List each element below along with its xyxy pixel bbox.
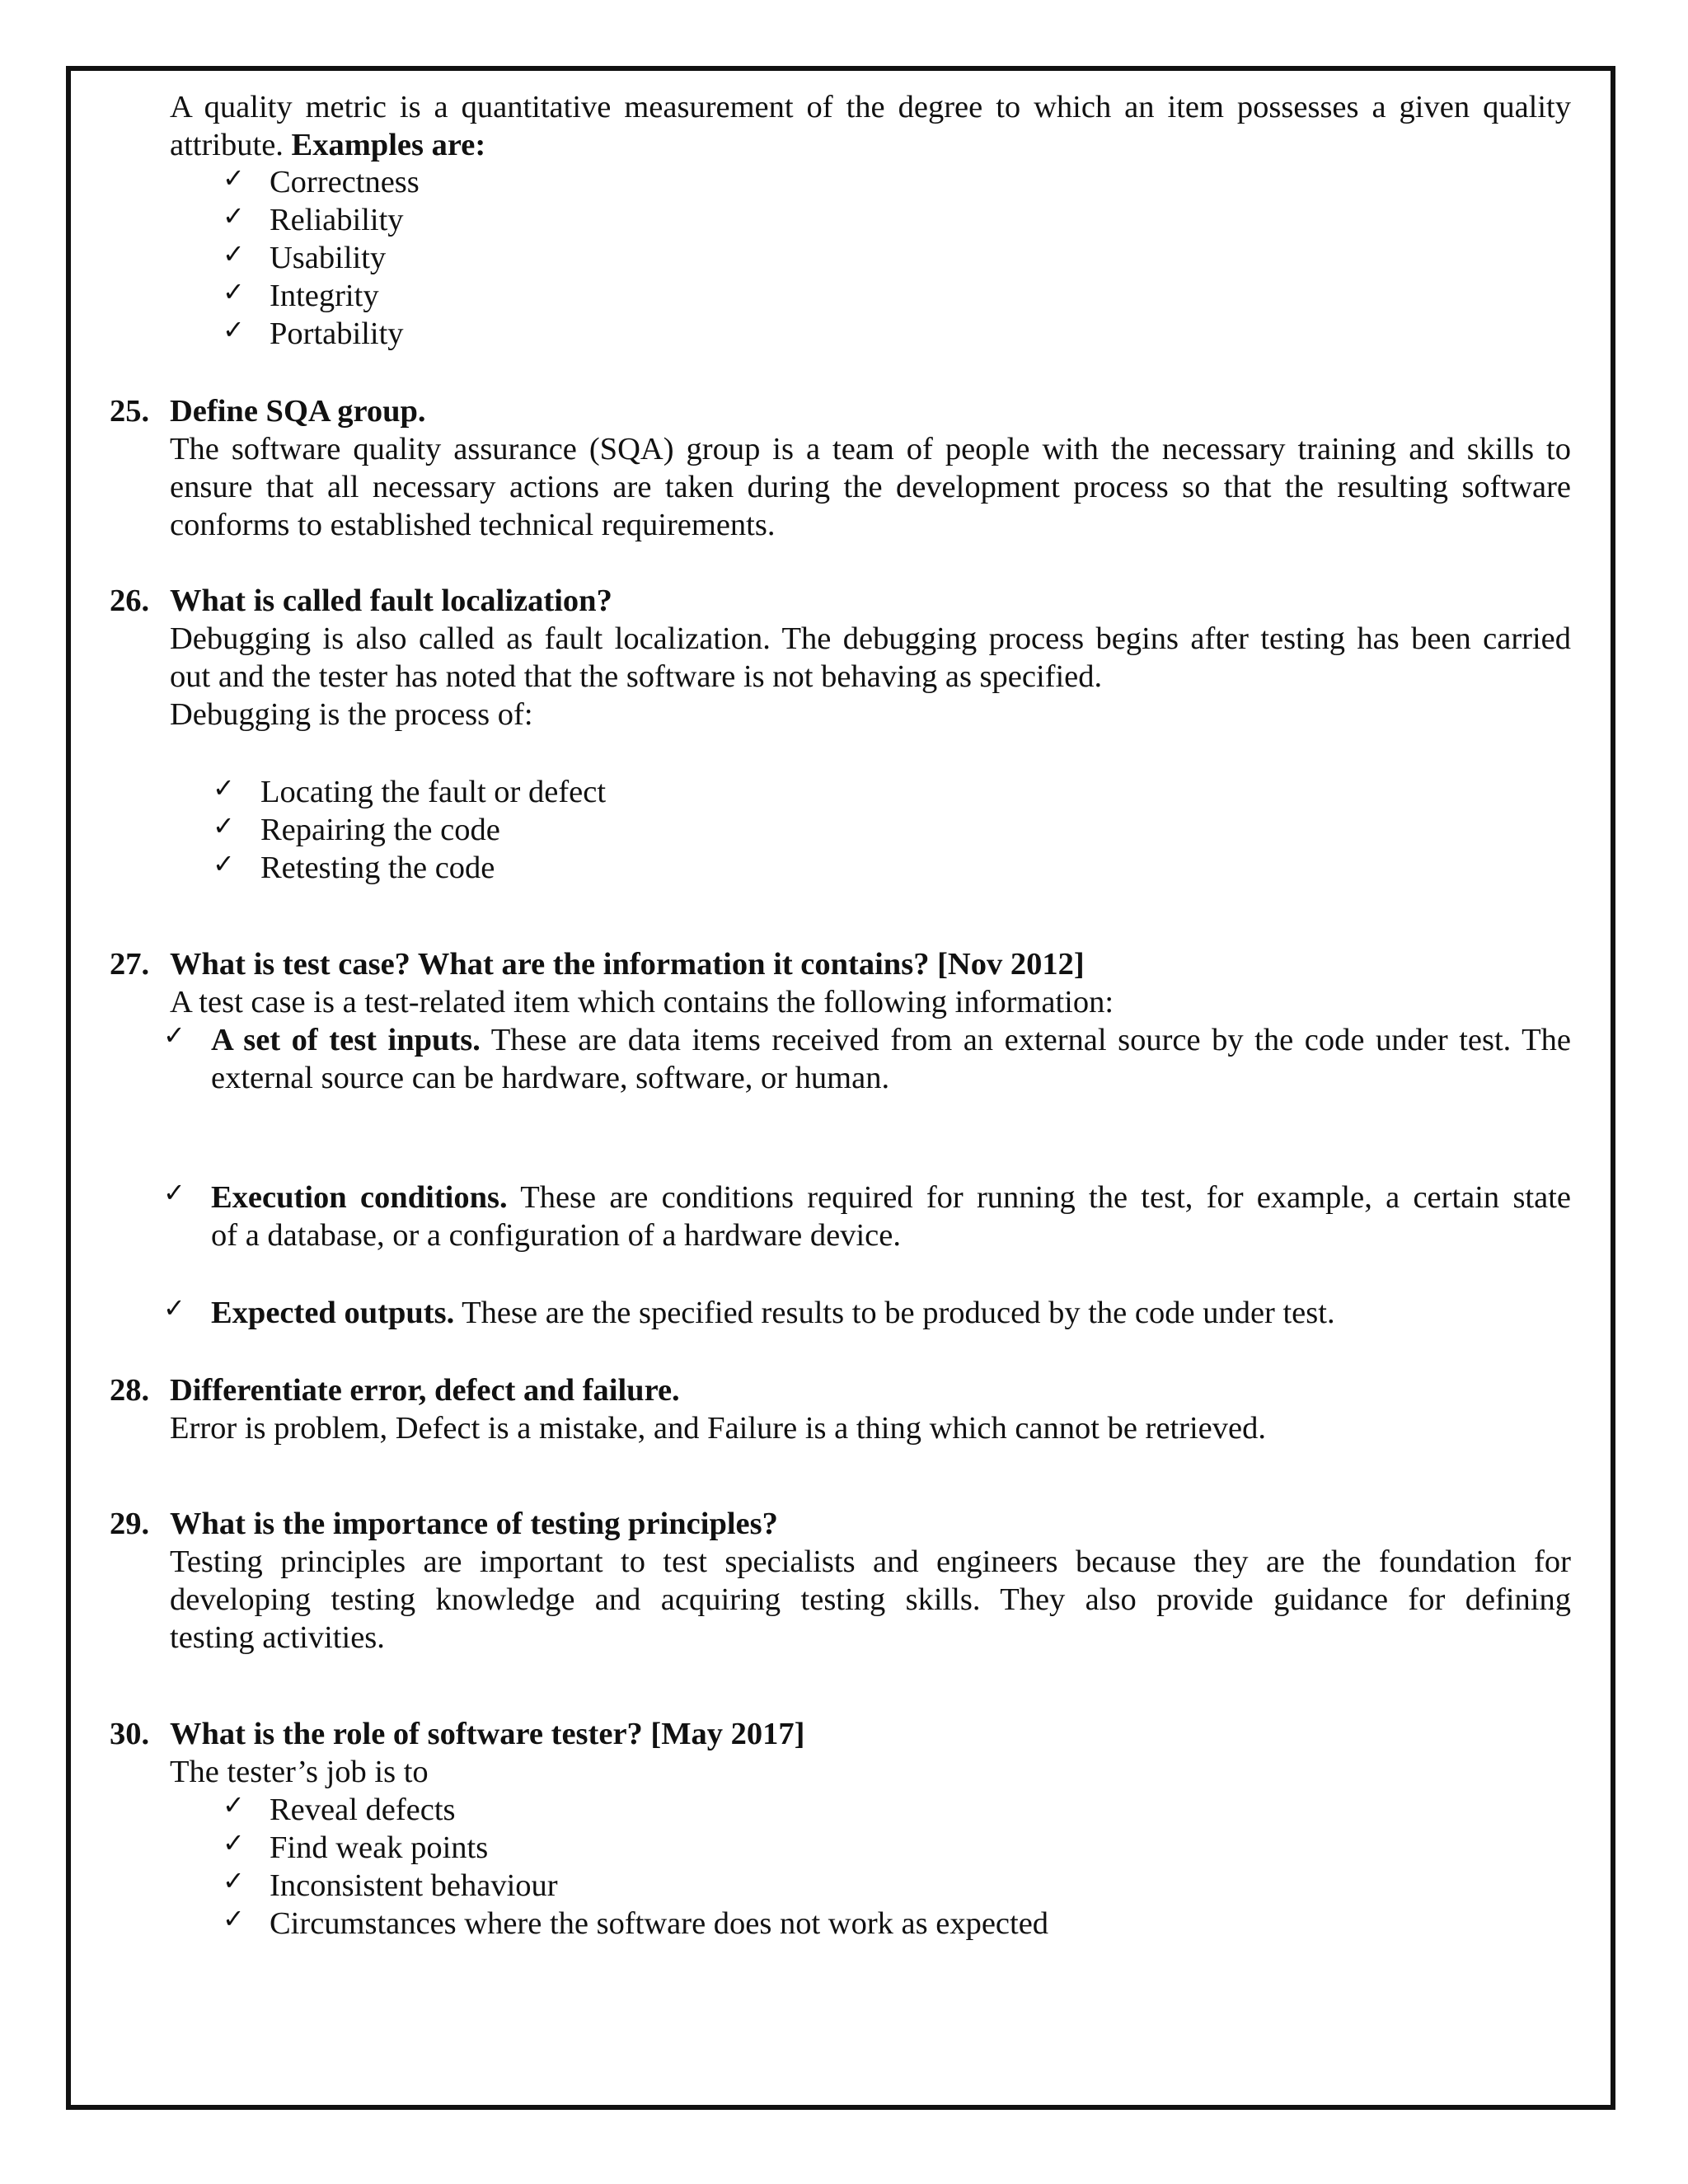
check-icon: ✓: [223, 201, 245, 231]
check-icon: ✓: [163, 1178, 185, 1207]
list-item: Correctness: [270, 165, 420, 199]
list-item: Reliability: [270, 203, 404, 237]
answer-line: The software quality assurance (SQA) group is a team of people with the necessary training and skills to: [170, 432, 1571, 466]
question-title: What is called fault localization?: [170, 583, 612, 618]
item-text-cont: external source can be hardware, software, or human.: [211, 1061, 890, 1095]
question-title: Differentiate error, defect and failure.: [170, 1373, 680, 1408]
item-text: These are the specified results to be produced by the code under test.: [462, 1296, 1335, 1330]
intro-line-1: A quality metric is a quantitative measurement of the degree to which an item possesses a given quality: [170, 90, 1571, 124]
intro-line-2-text: attribute.: [170, 128, 284, 162]
check-icon: ✓: [163, 1020, 185, 1050]
check-icon: ✓: [163, 1293, 185, 1323]
question-number: 30.: [110, 1717, 150, 1751]
check-icon: ✓: [223, 163, 245, 193]
answer-line: out and the tester has noted that the software is not behaving as specified.: [170, 659, 1103, 694]
item-text-cont: of a database, or a configuration of a hardware device.: [211, 1218, 901, 1253]
question-number: 25.: [110, 394, 150, 429]
check-icon: ✓: [223, 239, 245, 269]
check-icon: ✓: [223, 1904, 245, 1933]
check-icon: ✓: [223, 277, 245, 307]
check-icon: ✓: [223, 1790, 245, 1820]
check-icon: ✓: [213, 811, 235, 841]
answer-line: Error is problem, Defect is a mistake, and Failure is a thing which cannot be retrieved.: [170, 1411, 1266, 1446]
question-title: What is the role of software tester? [May 2017]: [170, 1717, 805, 1751]
answer-line: A test case is a test-related item which contains the following information:: [170, 985, 1114, 1019]
answer-line: Testing principles are important to test specialists and engineers because they are the foundation for: [170, 1544, 1571, 1579]
item-label: A set of test inputs.: [211, 1023, 481, 1057]
list-item: Usability: [270, 241, 387, 275]
intro-line-2: [170, 126, 485, 164]
list-item: Inconsistent behaviour: [270, 1868, 558, 1903]
check-icon: ✓: [213, 849, 235, 879]
list-item: Reveal defects: [270, 1793, 456, 1827]
test-case-item: [211, 1294, 1335, 1332]
check-icon: ✓: [223, 1866, 245, 1896]
list-item: Circumstances where the software does not work as expected: [270, 1906, 1049, 1941]
answer-line: conforms to established technical requirements.: [170, 508, 776, 542]
list-item: Portability: [270, 316, 404, 351]
answer-line: Debugging is also called as fault localization. The debugging process begins after testing has been carried: [170, 621, 1571, 656]
list-item: Retesting the code: [260, 851, 495, 885]
item-text: These are conditions required for running the test, for example, a certain state: [520, 1180, 1571, 1215]
check-icon: ✓: [223, 1828, 245, 1858]
list-item: Repairing the code: [260, 813, 500, 847]
test-case-item: [211, 1179, 1571, 1216]
examples-label: Examples are:: [291, 128, 486, 162]
question-number: 29.: [110, 1507, 150, 1541]
answer-line: Debugging is the process of:: [170, 697, 533, 732]
list-item: Integrity: [270, 279, 379, 313]
test-case-item: [211, 1021, 1571, 1059]
question-number: 26.: [110, 583, 150, 618]
question-title: Define SQA group.: [170, 394, 426, 429]
item-text: These are data items received from an external source by the code under test. The: [490, 1023, 1571, 1057]
answer-line: ensure that all necessary actions are taken during the development process so that the resulting software: [170, 470, 1571, 504]
answer-line: The tester’s job is to: [170, 1755, 429, 1789]
question-number: 28.: [110, 1373, 150, 1408]
item-label: Expected outputs.: [211, 1296, 455, 1330]
list-item: Locating the fault or defect: [260, 775, 607, 809]
question-title: What is the importance of testing principles?: [170, 1507, 778, 1541]
check-icon: ✓: [213, 773, 235, 803]
check-icon: ✓: [223, 315, 245, 344]
answer-line: developing testing knowledge and acquiring testing skills. They also provide guidance for defining: [170, 1582, 1571, 1617]
question-title: What is test case? What are the information it contains? [Nov 2012]: [170, 947, 1085, 982]
answer-line: testing activities.: [170, 1620, 385, 1655]
list-item: Find weak points: [270, 1830, 489, 1865]
item-label: Execution conditions.: [211, 1180, 508, 1215]
question-number: 27.: [110, 947, 150, 982]
